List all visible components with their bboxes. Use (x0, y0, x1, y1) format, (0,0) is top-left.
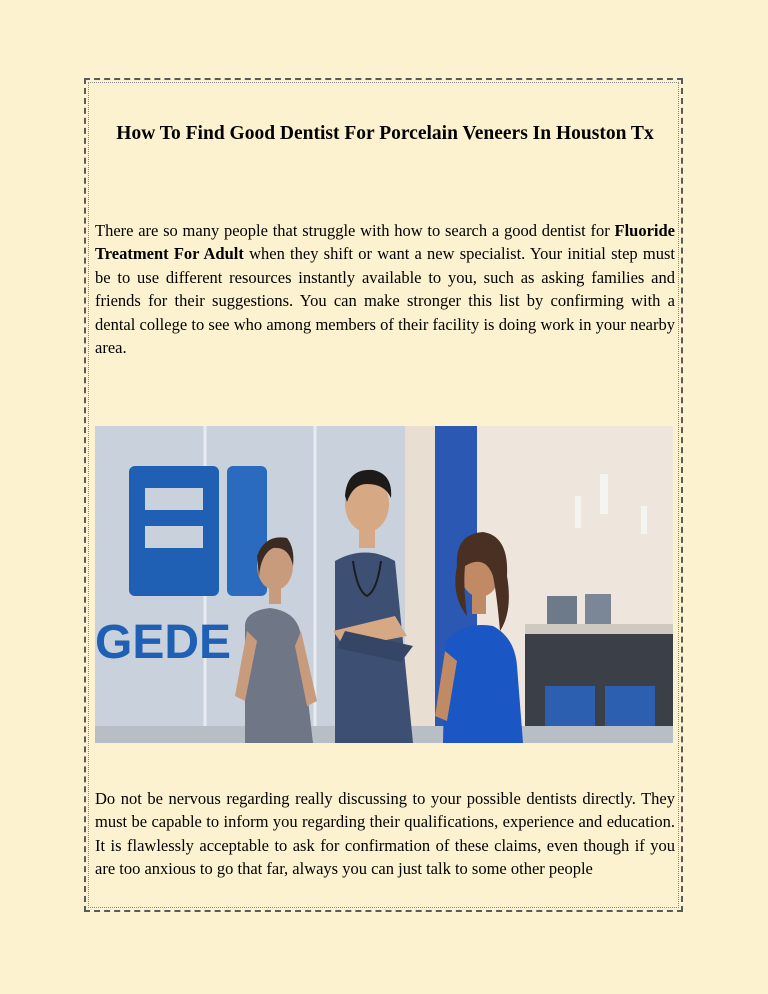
sign-text: GEDE (95, 616, 232, 669)
page-title: How To Find Good Dentist For Porcelain Veneers In Houston Tx (116, 123, 654, 144)
paragraph-intro (95, 219, 675, 359)
keyword-link: Fluoride Treatment For Adult (95, 221, 675, 264)
paragraph-text: when they shift or want a new specialist. Your initial step must be to use different resources instantly available to you, such as asking families and friends for their suggestions. You can make stronger this list by confirming with a dental college to see who among members of their facility is doing work in your nearby area. (95, 244, 675, 358)
paragraph-text: There are so many people that struggle with how to search a good dentist for (95, 221, 615, 240)
dental-team-photo (95, 426, 673, 743)
paragraph-advice: Do not be nervous regarding really discussing to your possible dentists directly. They must be capable to inform you regarding their qualifications, experience and education. It is flawlessly acceptable to ask for confirmation of these claims, even though if you are too anxious to go that far, always you can just talk to some other people (95, 789, 675, 879)
